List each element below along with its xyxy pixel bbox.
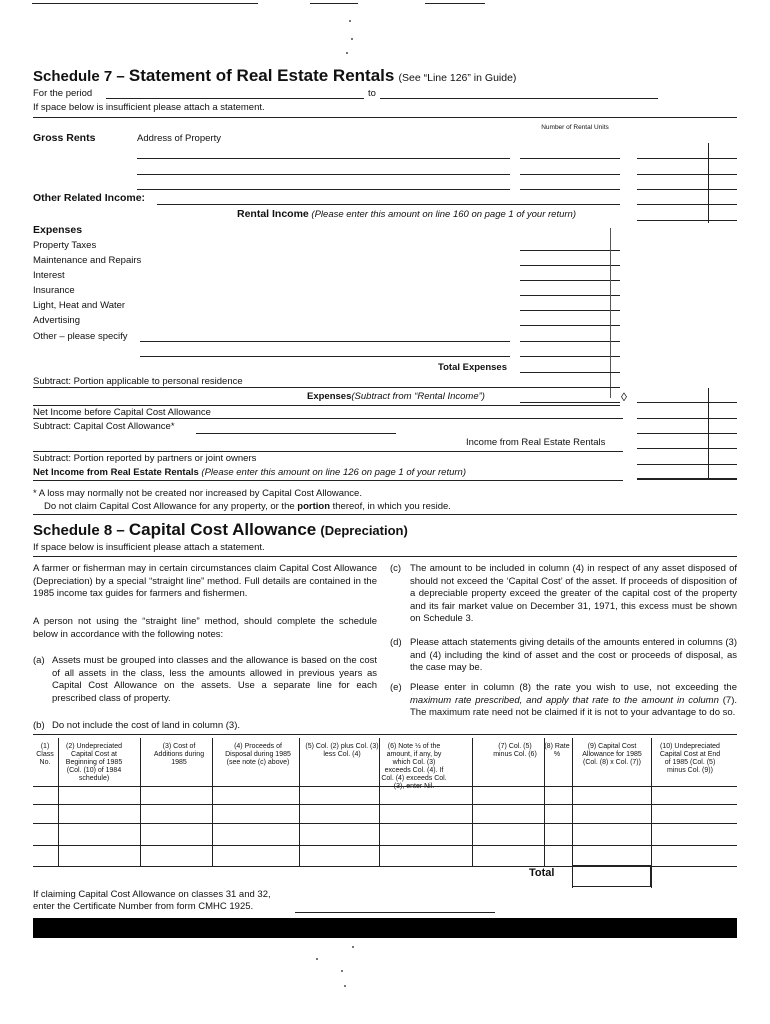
subtract-partners-amount[interactable]	[637, 464, 737, 465]
expense-insurance-amount[interactable]	[520, 295, 620, 296]
schedule7-prefix: Schedule 7 –	[33, 68, 129, 85]
note-c-label: (c)	[390, 563, 402, 574]
footnote-residence	[44, 501, 451, 512]
schedule8-intro2: A person not using the “straight line” method, should complete the schedule below in accordance with the following notes:	[33, 616, 377, 640]
total-expenses-amount[interactable]	[520, 372, 620, 373]
col-6-header: (6) Note ½ of the amount, if any, by which Col. (3) exceeds Col. (4). If Col. (4) exceeds Col. (3), enter Nil.	[381, 743, 447, 790]
subtract-personal-label: Subtract: Portion applicable to personal residence	[33, 376, 243, 387]
col-7-header: (7) Col. (5) minus Col. (6)	[493, 743, 537, 758]
table-row[interactable]	[33, 845, 737, 846]
col-5-header: (5) Col. (2) plus Col. (3) less Col. (4)	[305, 743, 379, 758]
units-header: Number of Rental Units	[541, 124, 609, 131]
note-e-part1: Please enter in column (8) the rate you wish to use, not exceeding the	[410, 682, 737, 693]
note-e-text	[410, 682, 737, 720]
footer-bar	[33, 918, 737, 938]
note-d-text: Please attach statements giving details of the amounts entered in columns (3) and (4) including the kind of asset and the cost or proceeds of disposal, as the case may be.	[410, 637, 737, 674]
units-line-2[interactable]	[520, 174, 620, 175]
other-income-amount[interactable]	[637, 204, 737, 205]
col-4-header: (4) Proceeds of Disposal during 1985 (see note (c) above)	[225, 743, 291, 766]
col-10-header: (10) Undepreciated Capital Cost at End of 1985 (Col. (5) minus Col. (9))	[659, 743, 721, 774]
cert-note-2: enter the Certificate Number from form CMHC 1925.	[33, 901, 254, 912]
schedule8-prefix: Schedule 8 –	[33, 522, 129, 539]
subtract-cca-field[interactable]	[196, 433, 396, 434]
net-before-cca-amount[interactable]	[637, 418, 737, 419]
address-line-1[interactable]	[137, 158, 510, 159]
col-3-header: (3) Cost of Additions during 1985	[153, 743, 205, 766]
net-before-cca-label: Net Income before Capital Cost Allowance	[33, 407, 211, 418]
units-line-3[interactable]	[520, 189, 620, 190]
rent-amount-line-1[interactable]	[637, 158, 737, 159]
schedule8-insufficient-note: If space below is insufficient please attach a statement.	[33, 542, 265, 553]
expense-utilities-amount[interactable]	[520, 310, 620, 311]
schedule7-guide-ref: (See “Line 126” in Guide)	[398, 72, 517, 84]
expense-property-taxes: Property Taxes	[33, 240, 97, 251]
total-label: Total	[529, 867, 555, 879]
schedule8-title-sub: (Depreciation)	[320, 523, 408, 538]
footnote-residence-b: portion	[297, 501, 330, 512]
net-income-amount[interactable]	[637, 478, 737, 480]
address-header: Address of Property	[137, 133, 221, 144]
expense-other-amount-2[interactable]	[520, 356, 620, 357]
note-e-part3: (7). The maximum rate need not be claimed if it is not to your advantage to do so.	[410, 694, 737, 719]
note-c-text: The amount to be included in column (4) in respect of any asset disposed of should not exceed the ‘Capital Cost’ of the asset. If proceeds of disposition of a depreciable property exceed the greater of the capital cost of the property and its fair market value on December 31, 1971, this excess must be shown on Schedule 3.	[410, 563, 737, 625]
expenses-net-amount-right[interactable]	[637, 402, 737, 403]
expenses-net-label: Expenses	[307, 391, 352, 402]
schedule7-insufficient-note: If space below is insufficient please attach a statement.	[33, 102, 265, 113]
expense-interest: Interest	[33, 270, 65, 281]
period-from-field[interactable]	[106, 98, 364, 99]
note-e-label: (e)	[390, 682, 402, 693]
gross-rents-label: Gross Rents	[33, 132, 96, 144]
expenses-heading: Expenses	[33, 224, 83, 236]
expense-utilities: Light, Heat and Water	[33, 300, 126, 311]
other-income-label: Other Related Income:	[33, 192, 146, 204]
schedule8-intro: A farmer or fisherman may in certain circumstances claim Capital Cost Allowance (Depreciation) by a special “straight line” method. Full details are contained in the 1985 income tax guides for farmers and fishermen.	[33, 563, 377, 600]
note-b-text: Do not include the cost of land in column (3).	[52, 720, 240, 731]
expense-other: Other – please specify	[33, 331, 128, 342]
income-from-rentals-amount[interactable]	[637, 448, 737, 449]
schedule8-title	[33, 521, 408, 540]
subtract-cca-label: Subtract: Capital Cost Allowance*	[33, 421, 175, 432]
rent-amount-line-3[interactable]	[637, 189, 737, 190]
rent-amount-line-2[interactable]	[637, 174, 737, 175]
cert-note-1: If claiming Capital Cost Allowance on classes 31 and 32,	[33, 889, 271, 900]
note-e-part2: maximum rate prescribed, and apply that rate to the amount in column	[410, 694, 719, 706]
units-line-1[interactable]	[520, 158, 620, 159]
rental-income-row	[237, 209, 576, 220]
net-income-note: (Please enter this amount on line 126 on page 1 of your return)	[201, 467, 467, 478]
expenses-net-note: (Subtract from “Rental Income”)	[351, 391, 485, 402]
address-line-2[interactable]	[137, 174, 510, 175]
footnote-residence-a: Do not claim Capital Cost Allowance for any property, or the	[44, 501, 298, 512]
expense-maintenance-amount[interactable]	[520, 265, 620, 266]
expense-maintenance: Maintenance and Repairs	[33, 255, 142, 266]
subtract-cca-amount[interactable]	[637, 433, 737, 434]
expense-other-specify-1[interactable]	[140, 341, 510, 342]
expenses-row	[307, 391, 485, 402]
schedule8-title-main: Capital Cost Allowance	[128, 520, 317, 539]
schedule7-title-main: Statement of Real Estate Rentals	[128, 66, 395, 85]
rental-income-label: Rental Income	[237, 208, 309, 220]
rental-income-note: (Please enter this amount on line 160 on page 1 of your return)	[311, 209, 577, 220]
note-a-text: Assets must be grouped into classes and the allowance is based on the cost of all assets in the class, less the amounts allowed in previous years as Capital Cost Allowance on the assets. Use a separate line for each prescribed class of property.	[52, 655, 377, 704]
footnote-loss: * A loss may normally not be created nor increased by Capital Cost Allowance.	[33, 488, 362, 499]
expense-other-specify-2[interactable]	[140, 356, 510, 357]
note-d-label: (d)	[390, 637, 402, 648]
note-a-label: (a)	[33, 655, 45, 666]
expense-advertising: Advertising	[33, 315, 80, 326]
expense-interest-amount[interactable]	[520, 280, 620, 281]
period-label: For the period	[33, 88, 93, 99]
table-row[interactable]	[33, 804, 737, 805]
expense-advertising-amount[interactable]	[520, 325, 620, 326]
period-to-field[interactable]	[380, 98, 658, 99]
certificate-number-field[interactable]	[295, 912, 495, 913]
col-9-header: (9) Capital Cost Allowance for 1985 (Col. (8) x Col. (7))	[582, 743, 642, 766]
total-cca-box[interactable]	[572, 865, 651, 887]
expenses-net-amount[interactable]	[520, 402, 620, 403]
subtract-partners-label: Subtract: Portion reported by partners or joint owners	[33, 453, 257, 464]
expense-other-amount-1[interactable]	[520, 341, 620, 342]
footnote-residence-c: thereof, in which you reside.	[330, 501, 451, 512]
schedule7-title	[33, 67, 516, 87]
col-8-header: (8) Rate %	[544, 743, 570, 758]
net-income-row	[33, 467, 466, 478]
expense-property-taxes-amount[interactable]	[520, 250, 620, 251]
col-2-header: (2) Undepreciated Capital Cost at Beginning of 1985 (Col. (10) of 1984 schedule)	[65, 743, 123, 782]
table-row[interactable]	[33, 786, 737, 787]
net-income-label: Net Income from Real Estate Rentals	[33, 467, 199, 478]
rental-income-amount[interactable]	[637, 220, 737, 221]
address-line-3[interactable]	[137, 189, 510, 190]
bracket-mark: ◊	[621, 390, 627, 404]
period-to-label: to	[368, 88, 376, 99]
total-expenses-label: Total Expenses	[438, 362, 507, 373]
expense-insurance: Insurance	[33, 285, 75, 296]
table-row[interactable]	[33, 823, 737, 824]
note-b-label: (b)	[33, 720, 45, 731]
income-from-rentals-label: Income from Real Estate Rentals	[466, 437, 606, 448]
other-income-field[interactable]	[157, 204, 620, 205]
col-1-header: (1) Class No.	[36, 743, 54, 766]
